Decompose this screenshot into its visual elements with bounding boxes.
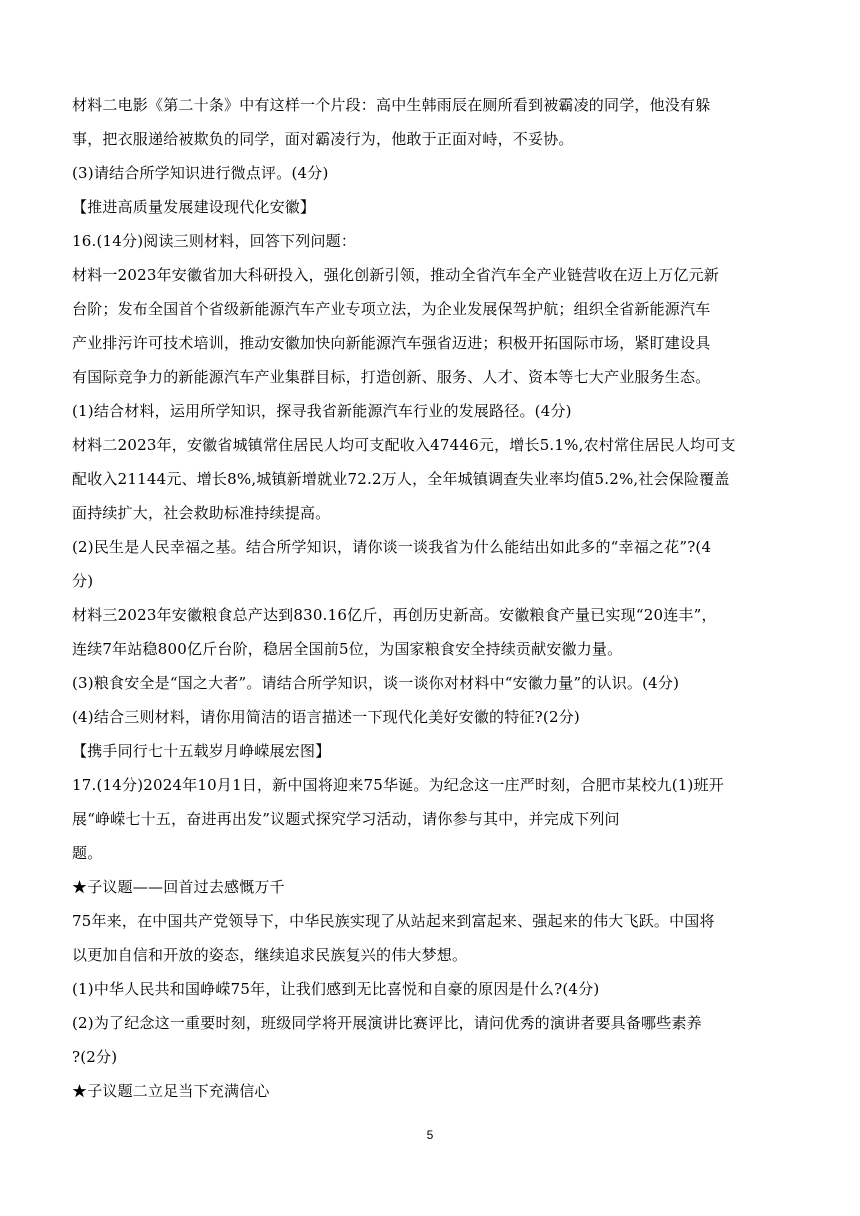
text-line: (3)请结合所学知识进行微点评。(4分) bbox=[72, 164, 329, 182]
text-line: (2)为了纪念这一重要时刻，班级同学将开展演讲比赛评比，请问优秀的演讲者要具备哪些素养 bbox=[72, 1014, 702, 1032]
text-line: 【推进高质量发展建设现代化安徽】 bbox=[72, 198, 316, 216]
text-line: 材料一2023年安徽省加大科研投入，强化创新引领，推动全省汽车全产业链营收在迈上万亿元新 bbox=[72, 266, 719, 284]
text-line: 有国际竞争力的新能源汽车产业集群目标，打造创新、服务、人才、资本等七大产业服务生态。 bbox=[72, 368, 711, 386]
text-line: 产业排污许可技术培训，推动安徽加快向新能源汽车强省迈进；积极开拓国际市场，紧盯建设具 bbox=[72, 334, 711, 352]
text-line: (1)中华人民共和国峥嵘75年，让我们感到无比喜悦和自豪的原因是什么?(4分) bbox=[72, 980, 600, 998]
text-line: ★子议题——回首过去感慨万千 bbox=[72, 878, 285, 896]
text-line: 材料二电影《第二十条》中有这样一个片段：高中生韩雨辰在厕所看到被霸凌的同学，他没有躲 bbox=[72, 96, 711, 114]
page-number: 5 bbox=[426, 1128, 434, 1142]
text-line: 以更加自信和开放的姿态，继续追求民族复兴的伟大梦想。 bbox=[72, 946, 468, 964]
text-line: 事，把衣服递给被欺负的同学，面对霸凌行为，他敢于正面对峙，不妥协。 bbox=[72, 130, 574, 148]
text-line: 17.(14分)2024年10月1日，新中国将迎来75华诞。为纪念这一庄严时刻，合肥市某校九(1)班开 bbox=[72, 776, 724, 794]
text-line: 分) bbox=[72, 572, 94, 590]
text-line: 材料二2023年，安徽省城镇常住居民人均可支配收入47446元，增长5.1%,农村常住居民人均可支 bbox=[72, 436, 736, 454]
text-line: 题。 bbox=[72, 844, 103, 862]
text-line: 75年来，在中国共产党领导下，中华民族实现了从站起来到富起来、强起来的伟大飞跃。中国将 bbox=[72, 912, 715, 930]
text-line: 16.(14分)阅读三则材料，回答下列问题： bbox=[72, 232, 357, 250]
text-line: 展“峥嵘七十五，奋进再出发”议题式探究学习活动，请你参与其中，并完成下列问 bbox=[72, 810, 620, 828]
text-line: (4)结合三则材料，请你用简洁的语言描述一下现代化美好安徽的特征?(2分) bbox=[72, 708, 580, 726]
text-line: 台阶；发布全国首个省级新能源汽车产业专项立法，为企业发展保驾护航；组织全省新能源汽车 bbox=[72, 300, 711, 318]
text-line: 配收入21144元、增长8%,城镇新增就业72.2万人，全年城镇调查失业率均值5.2%,社会保险覆盖 bbox=[72, 470, 730, 488]
text-line: 连续7年站稳800亿斤台阶，稳居全国前5位，为国家粮食安全持续贡献安徽力量。 bbox=[72, 640, 623, 658]
text-line: 面持续扩大，社会救助标准持续提高。 bbox=[72, 504, 331, 522]
text-line: 材料三2023年安徽粮食总产达到830.16亿斤，再创历史新高。安徽粮食产量已实现“20连丰”， bbox=[72, 606, 717, 624]
document-body bbox=[72, 88, 794, 1108]
text-line: 【携手同行七十五载岁月峥嵘展宏图】 bbox=[72, 742, 331, 760]
text-line: (1)结合材料，运用所学知识，探寻我省新能源汽车行业的发展路径。(4分) bbox=[72, 402, 572, 420]
text-line: ?(2分) bbox=[72, 1048, 118, 1066]
text-line: ★子议题二立足当下充满信心 bbox=[72, 1082, 270, 1100]
text-line: (2)民生是人民幸福之基。结合所学知识，请你谈一谈我省为什么能结出如此多的“幸福之花”?(4 bbox=[72, 538, 712, 556]
text-line: (3)粮食安全是“国之大者”。请结合所学知识，谈一谈你对材料中“安徽力量”的认识。(4分) bbox=[72, 674, 680, 692]
